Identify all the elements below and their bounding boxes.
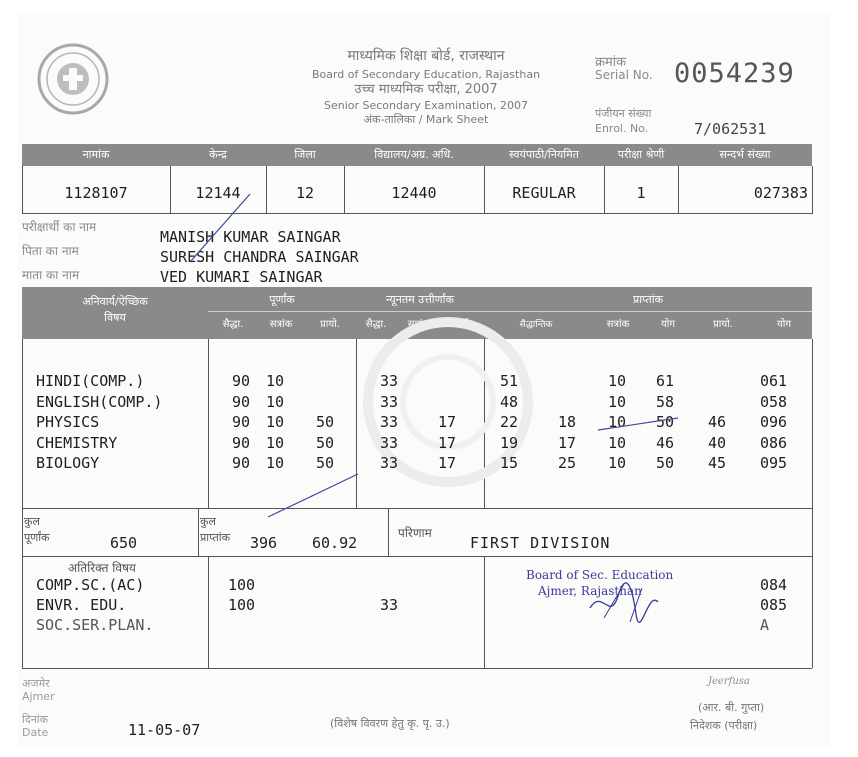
percentage: 60.92 bbox=[312, 534, 358, 552]
header-min-pass: न्यूनतम उत्तीर्णांक bbox=[386, 293, 454, 306]
marks-ob-th1: 22 bbox=[500, 413, 519, 431]
serial-label-hindi: क्रमांक bbox=[595, 55, 627, 70]
additional-max: 100 bbox=[228, 596, 256, 614]
marks-total: 058 bbox=[760, 392, 788, 411]
total-obtained-marks: 396 bbox=[250, 534, 278, 552]
sub-min-theory: सैद्धा. bbox=[365, 319, 387, 330]
stamp-signature-icon bbox=[584, 578, 664, 628]
result-division: FIRST DIVISION bbox=[470, 534, 611, 552]
board-name-hindi: माध्यमिक शिक्षा बोर्ड, राजस्थान bbox=[347, 48, 505, 64]
marks-ob-sum: 50 bbox=[656, 454, 675, 472]
enrol-label-hindi: पंजीयन संख्या bbox=[595, 107, 652, 120]
total-max-marks: 650 bbox=[110, 534, 138, 552]
marks-max-ses: 10 bbox=[266, 392, 285, 411]
marks-ob-pr: 45 bbox=[708, 454, 727, 472]
header-subject: अनिवार्य/ऐच्छिक विषय bbox=[82, 295, 148, 324]
header-reference: सन्दर्भ संख्या bbox=[719, 148, 771, 161]
marks-max-th: 90 bbox=[232, 454, 251, 472]
sub-obt-sum: योग bbox=[660, 319, 676, 330]
overleaf-note: (विशेष विवरण हेतु कृ. पृ. उ.) bbox=[330, 717, 450, 730]
marks-total: 061 bbox=[760, 372, 788, 390]
place-label-hindi: अजमेर bbox=[22, 677, 50, 690]
board-name-english: Board of Secondary Education, Rajasthan bbox=[311, 68, 541, 81]
candidate-name: MANISH KUMAR SAINGAR bbox=[160, 228, 341, 246]
additional-min: 33 bbox=[380, 596, 399, 614]
marks-ob-sum: 50 bbox=[656, 413, 675, 431]
sub-obt-theory: सैद्धान्तिक bbox=[519, 320, 553, 330]
sub-max-theory: सैद्धा. bbox=[222, 319, 244, 330]
marks-divider bbox=[22, 339, 23, 508]
marks-min-pr: 17 bbox=[438, 413, 457, 431]
marks-max-ses: 10 bbox=[266, 372, 285, 390]
candidate-type: REGULAR bbox=[512, 184, 576, 202]
mother-name-label: माता का नाम bbox=[22, 268, 80, 282]
marks-max-ses: 10 bbox=[266, 454, 285, 472]
sub-obt-sessional: सत्रांक bbox=[606, 319, 630, 330]
marks-ob-ses: 10 bbox=[608, 392, 627, 411]
marks-subject: CHEMISTRY bbox=[36, 433, 118, 452]
additional-total: A bbox=[760, 616, 770, 634]
summary-divider bbox=[812, 508, 813, 556]
summary-bottom-line bbox=[22, 556, 812, 557]
sub-max-sessional: सत्रांक bbox=[269, 319, 293, 330]
mother-name: VED KUMARI SAINGAR bbox=[160, 268, 323, 286]
marks-max-pr: 50 bbox=[316, 433, 335, 452]
marks-ob-sum: 46 bbox=[656, 433, 675, 452]
marks-min-th: 33 bbox=[380, 433, 399, 452]
header-division: परीक्षा श्रेणी bbox=[617, 148, 665, 161]
marks-ob-th2: 17 bbox=[558, 433, 577, 452]
header-roll-no: नामांक bbox=[82, 148, 110, 161]
serial-label: Serial No. bbox=[595, 68, 653, 82]
marks-ob-th1: 48 bbox=[500, 392, 519, 411]
header-district: जिला bbox=[294, 148, 316, 161]
pen-marks bbox=[168, 182, 848, 522]
additional-subjects-title: अतिरिक्त विषय bbox=[68, 561, 136, 575]
additional-total: 085 bbox=[760, 596, 788, 614]
marks-max-th: 90 bbox=[232, 392, 251, 411]
sub-min-sessional: सत्रांक bbox=[407, 319, 431, 330]
board-stamp-line2: Ajmer, Rajasthan bbox=[538, 584, 642, 598]
header-school: विद्यालय/अग्र. अधि. bbox=[374, 148, 454, 161]
marks-ob-ses: 10 bbox=[608, 433, 627, 452]
board-stamp-line1: Board of Sec. Education bbox=[526, 568, 674, 582]
marks-ob-ses: 10 bbox=[608, 372, 627, 390]
officer-name: (आर. बी. गुप्ता) bbox=[698, 701, 765, 714]
marks-max-ses: 10 bbox=[266, 413, 285, 431]
serial-number: 0054239 bbox=[674, 58, 795, 89]
additional-divider bbox=[208, 556, 209, 668]
marks-ob-th1: 51 bbox=[500, 372, 519, 390]
sub-max-practical: प्रायो. bbox=[320, 319, 340, 330]
additional-total: 084 bbox=[760, 576, 788, 594]
total-max-label: कुल पूर्णांक bbox=[24, 515, 50, 544]
marks-ob-pr: 46 bbox=[708, 413, 727, 431]
marks-subject: BIOLOGY bbox=[36, 454, 100, 472]
marks-subject: PHYSICS bbox=[36, 413, 100, 431]
marks-max-pr: 50 bbox=[316, 413, 335, 431]
marks-ob-th1: 15 bbox=[500, 454, 519, 472]
father-name: SURESH CHANDRA SAINGAR bbox=[160, 248, 359, 266]
marks-total: 086 bbox=[760, 433, 788, 452]
sheet-title: अंक-तालिका / Mark Sheet bbox=[363, 113, 489, 126]
header-regular: स्वयंपाठी/नियमित bbox=[509, 148, 579, 161]
officer-title: निदेशक (परीक्षा) bbox=[690, 719, 758, 732]
board-emblem-icon bbox=[36, 42, 110, 116]
marks-total: 095 bbox=[760, 454, 788, 472]
enrol-number: 7/062531 bbox=[694, 120, 767, 138]
exam-name-hindi: उच्च माध्यमिक परीक्षा, 2007 bbox=[354, 82, 498, 97]
summary-divider bbox=[198, 508, 199, 556]
additional-max: 100 bbox=[228, 576, 256, 594]
marks-ob-ses: 10 bbox=[608, 413, 627, 431]
marks-min-pr: 17 bbox=[438, 433, 457, 452]
marks-max-ses: 10 bbox=[266, 433, 285, 452]
marks-total: 096 bbox=[760, 413, 788, 431]
sub-obt-practical: प्रायो. bbox=[713, 319, 733, 330]
marks-subject: ENGLISH(COMP.) bbox=[36, 392, 163, 411]
exam-division: 1 bbox=[636, 184, 646, 202]
place-label: Ajmer bbox=[22, 690, 55, 703]
marks-min-th: 33 bbox=[380, 372, 399, 390]
summary-divider bbox=[388, 508, 389, 556]
marks-max-pr: 50 bbox=[316, 454, 335, 472]
marks-ob-sum: 61 bbox=[656, 372, 675, 390]
officer-signature: Jeerfusa bbox=[708, 676, 750, 687]
marks-min-th: 33 bbox=[380, 392, 399, 411]
total-obtained-label: कुल प्राप्तांक bbox=[200, 515, 231, 544]
enrol-label: Enrol. No. bbox=[595, 122, 649, 135]
additional-divider bbox=[812, 556, 813, 668]
marks-max-th: 90 bbox=[232, 413, 251, 431]
district-code: 12 bbox=[295, 184, 315, 202]
sub-min-practical: प्रायो. bbox=[453, 319, 473, 330]
additional-divider bbox=[484, 556, 485, 668]
marks-min-th: 33 bbox=[380, 454, 399, 472]
marks-ob-sum: 58 bbox=[656, 392, 675, 411]
header-obtained: प्राप्तांक bbox=[632, 293, 664, 306]
marks-ob-ses: 10 bbox=[608, 454, 627, 472]
exam-name-english: Senior Secondary Examination, 2007 bbox=[323, 99, 529, 112]
issue-date: 11-05-07 bbox=[128, 721, 201, 739]
roll-number: 1128107 bbox=[64, 184, 128, 202]
father-name-label: पिता का नाम bbox=[22, 244, 79, 258]
mark-sheet bbox=[18, 12, 830, 747]
school-code: 12440 bbox=[391, 184, 437, 202]
additional-bottom-line bbox=[22, 668, 812, 669]
summary-divider bbox=[22, 508, 23, 556]
candidate-name-label: परीक्षार्थी का नाम bbox=[22, 220, 97, 234]
header-max-marks: पूर्णांक bbox=[269, 293, 295, 306]
marks-min-pr: 17 bbox=[438, 454, 457, 472]
marks-ob-th2: 18 bbox=[558, 413, 577, 431]
date-label-hindi: दिनांक bbox=[22, 713, 49, 726]
sub-obt-total: योग bbox=[776, 319, 792, 330]
result-label: परिणाम bbox=[398, 526, 432, 540]
reference-number: 027383 bbox=[753, 184, 808, 202]
centre-code: 12144 bbox=[195, 184, 241, 202]
header-centre: केन्द्र bbox=[209, 148, 227, 161]
marks-max-th: 90 bbox=[232, 433, 251, 452]
marks-ob-th1: 19 bbox=[500, 433, 519, 452]
additional-subject: SOC.SER.PLAN. bbox=[36, 616, 154, 634]
marks-ob-th2: 25 bbox=[558, 454, 577, 472]
marks-max-th: 90 bbox=[232, 372, 251, 390]
additional-subject: ENVR. EDU. bbox=[36, 596, 127, 614]
marks-min-th: 33 bbox=[380, 413, 399, 431]
marks-subject: HINDI(COMP.) bbox=[36, 372, 145, 390]
marks-ob-pr: 40 bbox=[708, 433, 727, 452]
additional-subject: COMP.SC.(AC) bbox=[36, 576, 145, 594]
additional-divider bbox=[22, 556, 23, 668]
date-label: Date bbox=[22, 726, 49, 739]
